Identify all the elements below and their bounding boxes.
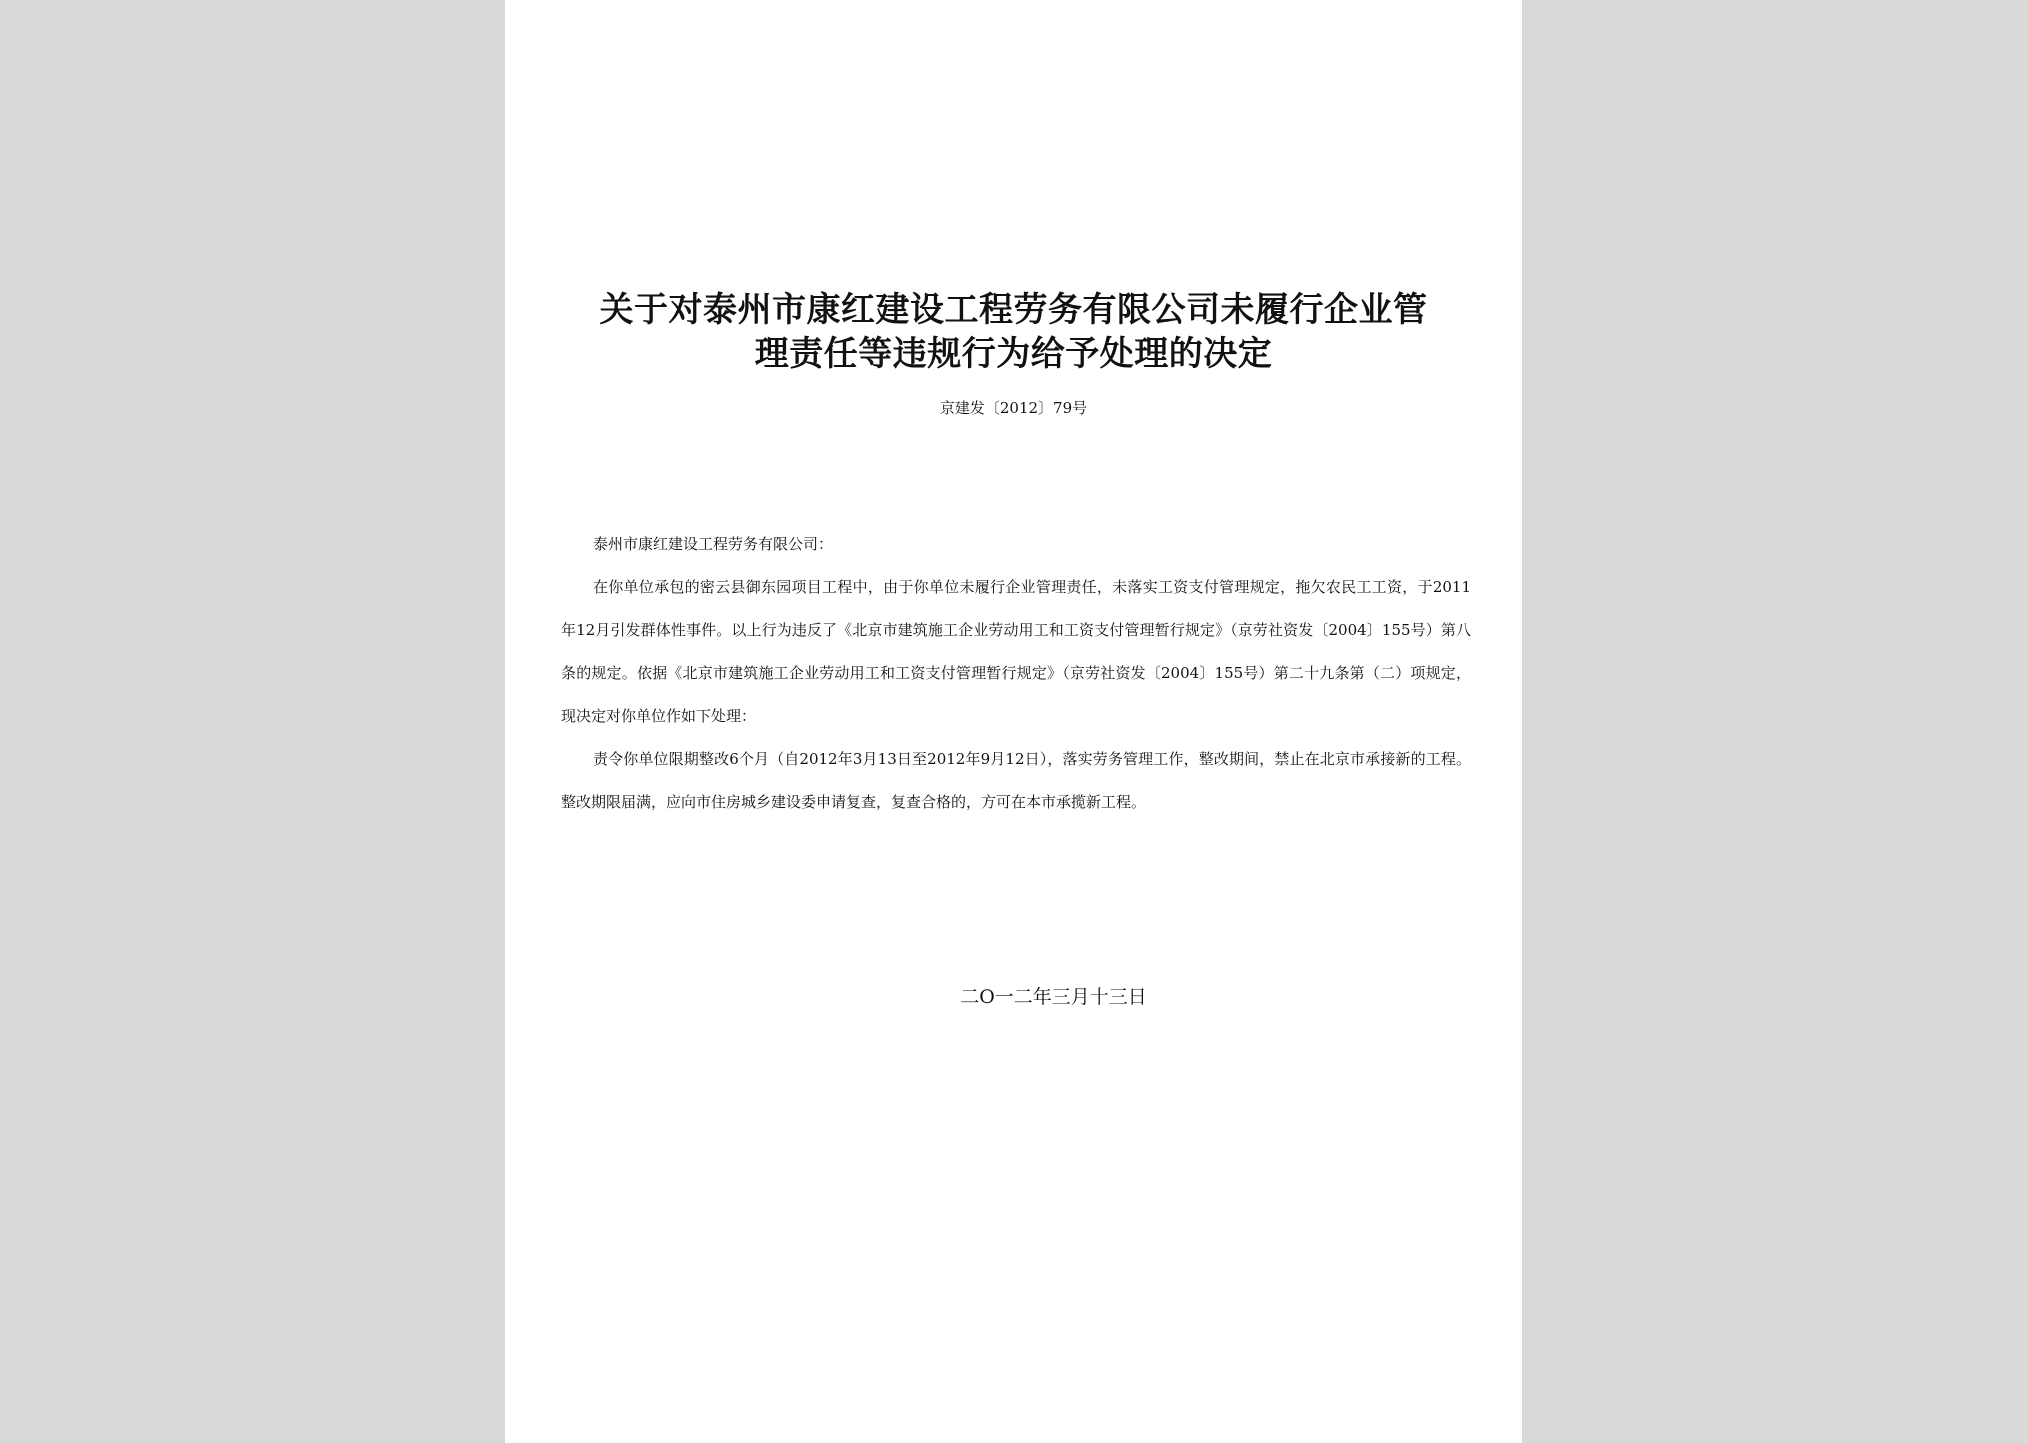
document-page bbox=[505, 0, 1522, 1443]
document-number: 京建发〔2012〕79号 bbox=[939, 399, 1088, 417]
paragraph-decision: 责令你单位限期整改6个月（自2012年3月13日至2012年9月12日），落实劳务管理工作，整改期间，禁止在北京市承接新的工程。整改期限届满，应向市住房城乡建设委申请复查，复查合格的，方可在本市承揽新工程。 bbox=[561, 750, 1471, 811]
document-date: 二O一二年三月十三日 bbox=[960, 986, 1147, 1008]
title-line-1: 关于对泰州市康红建设工程劳务有限公司未履行企业管 bbox=[599, 290, 1428, 330]
salutation: 泰州市康红建设工程劳务有限公司： bbox=[593, 535, 834, 553]
document-body bbox=[561, 523, 1471, 824]
document-title bbox=[505, 288, 1522, 376]
paragraph-facts: 在你单位承包的密云县御东园项目工程中，由于你单位未履行企业管理责任，未落实工资支付管理规定，拖欠农民工工资，于2011年12月引发群体性事件。以上行为违反了《北京市建筑施工企业劳动用工和工资支付管理暂行规定》（京劳社资发〔2004〕155号）第八条的规定。依据《北京市建筑施工企业劳动用工和工资支付管理暂行规定》（京劳社资发〔2004〕155号）第二十九条第（二）项规定，现决定对你单位作如下处理： bbox=[561, 578, 1471, 725]
title-line-2: 理责任等违规行为给予处理的决定 bbox=[754, 334, 1273, 374]
